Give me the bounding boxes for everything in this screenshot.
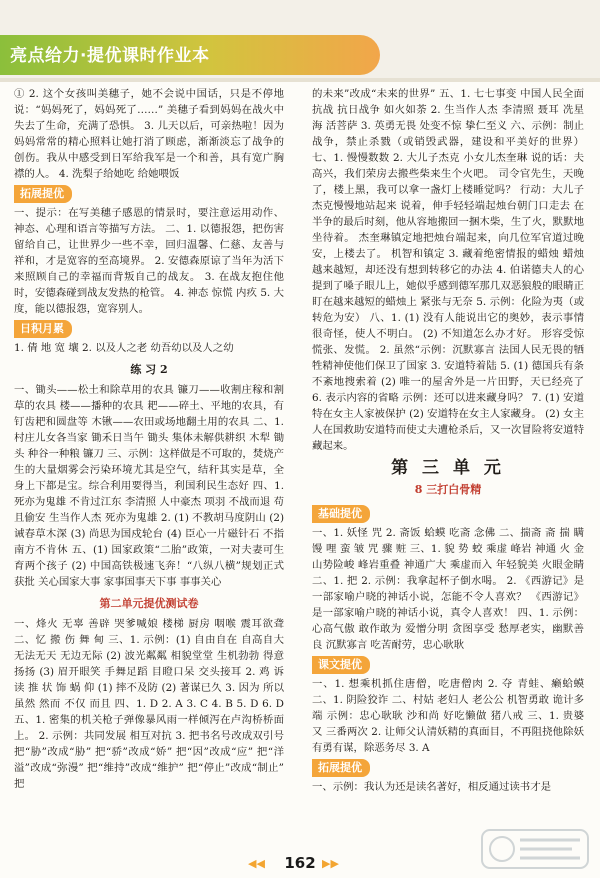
header-divider <box>0 78 600 82</box>
left-arrows-icon: ◀◀ <box>248 857 265 870</box>
unit-test-answers: 一、烽火 无辜 善辟 哭爹喊娘 楼梯 厨房 咽喉 震耳欲聋 二、忆 搬 伤 舞 甸 三、1. 示例：(1) 自由自在 自高自大 无法无天 无边无际 (2) 波光粼粼 相貌堂堂 生机勃勃 得意扬扬 (3) 眉开眼笑 手舞足蹈 目瞪口呆 交头接耳 2. 鸡 诉 读 推 状 饰 蜗 仰 (1) 摔不及防 (2) 著谋已久 3. 因为 所以 虽然 然而 不仅 而且 四、1. D 2. A 3. C 4. B 5. D 6. D 五、1. 密集的机关枪子弹像暴风雨一样倾泻在卢沟桥桥面上。 2. 示例：共同发展 相互对抗 3. 把书名号改成双引号 把“胁”改成“胁” 把“骄”改成“娇” 把“因”改成“应” 把“洋溢”改成“弥漫” 把“维持”改成“维护” 把“停止”改成“制止” 把 <box>14 618 284 790</box>
series-title: 亮点给力·提优课时作业本 <box>10 46 210 66</box>
accumulation-answers: 1. 倩 地 宽 壤 2. 以及人之老 幼吾幼以及人之幼 <box>14 342 234 354</box>
watermark-logo-icon <box>480 826 590 872</box>
lesson-title: 8 三打白骨精 <box>414 483 482 496</box>
text-answers: 一、1. 想乘机抓住唐僧，吃唐僧肉 2. 夺 青蛙、癞蛤蟆 二、1. 阴险狡诈 二、村姑 老妇人 老公公 机智勇敢 诡计多端 示例：忠心耿耿 沙和尚 好吃懒做 猪八戒 三、1. 贵婆 又 三番两次 2. 让师父认清妖精的真面目，不再阻挠他除妖 有勇有谋，除恶务尽 3. A <box>312 678 584 754</box>
extension-answers: 一、提示：在写美穗子感恩的情景时，要注意运用动作、神态、心理和语言等描写方法。 二、1. 以德报怨，把伤害留给自己，让世界少一些不幸，回归温馨、仁慈、友善与祥和，才是宽容的至高境界。 2. 安德森原谅了当年为活下来照顾自己的幸福而背叛自己的战友。 3. 在战友抱住他时，安德森碰到战友发热的枪管。 4. 神态 惊慌 内疚 5. 大度，能以德报怨，宽容别人。 <box>14 207 284 315</box>
extension-tag: 拓展提优 <box>14 185 72 203</box>
page-header <box>0 0 600 82</box>
basic-tag: 基础提优 <box>312 505 370 523</box>
exercise-answers: 一、锄头——松土和除草用的农具 镰刀——收割庄稼和割草的农具 楼——播种的农具 耙——碎土、平地的农具，有钉齿耙和圆盘等 木锹——农田或场地翻土用的农具 二、1. 村庄儿女各当家 锄禾日当午 锄头 集体未解供耕织 木犁 锄头 种谷一种粮 镰刀 三、示例：这样做是不可取的，焚烧产生的大量烟雾会污染环境尤其是空气，结秆其实是草，全身上下都是宝。综合利用要得当，利国利民生态好 四、1. 死亦为鬼雄 不肯过江东 李清照 人中豪杰 项羽 不战而退 苟且偷安 生当作人杰 死亦为鬼雄 2. (1) 不教胡马度阴山 (2) 诫春草木深 (3) 尚思为国戍轮台 (4) 臣心一片磁针石 不指南方不肯休 五、(1) 国家政策“二胎”政策，一对夫妻可生育两个孩子 (2) 中国高铁极速飞奔！“八纵八横”规划正式获批 关心国家大事 家事国事天下事 事事关心 <box>14 384 284 588</box>
unit-test-heading: 第二单元提优测试卷 <box>99 597 199 610</box>
extension-tag-right: 拓展提优 <box>312 759 370 777</box>
exercise-heading: 练 习 2 <box>130 363 168 376</box>
text-tag: 课文提优 <box>312 656 370 674</box>
page-number: 162 <box>284 854 316 872</box>
right-arrows-icon: ▶▶ <box>322 857 339 870</box>
right-column <box>312 86 584 795</box>
accumulation-tag: 日积月累 <box>14 320 72 338</box>
intro-answers: ① 2. 这个女孩叫美穗子，她不会说中国话，只是不停地说：“妈妈死了，妈妈死了……” 美穗子看到妈妈在战火中失去了生命，充满了恐惧。 3. 儿天以后，可亲热啦！因为妈妈常常的精心照料让她打消了顾虑，渐渐淡忘了战争的创伤。我从中感受到日军给我军是一个和善，具有宽广胸襟的人。 4. 洗梨子给她吃 给她喂饭 <box>14 88 284 180</box>
basic-answers: 一、1. 妖怪 咒 2. 斋饭 蛤蟆 吃斋 念佛 二、揣斋 斋 揣 瞒 馒 哩 蛮 皱 咒 骤 赃 三、1. 貌 势 蛟 乘虚 峰岩 神通 火 金 山势险峻 峰岩重叠 神通广大 乘虚而入 年轻貌美 火眼金睛 二、1. 把 2. 示例：我拿起杯子倒水喝。 2. 《西游记》是一部家喻户晓的神话小说，怎能不令人喜欢？ 《西游记》是一部家喻户晓的神话小说，真令人喜欢！ 四、1. 示例：心高气傲 敢作敢为 爱憎分明 贪图享受 愁厚老实，幽默善良 沉默寡言 吃苦耐劳，忠心耿耿 <box>312 527 584 651</box>
left-column <box>14 86 284 792</box>
extension-answers-right: 一、示例：我认为还是读名著好，相反通过读书才是 <box>312 781 551 793</box>
continued-answers: 的未来”改成“未来的世界” 五、1. 七七事变 中国人民全面抗战 抗日战争 如火如荼 2. 生当作人杰 李清照 聂耳 冼星海 活菩萨 3. 英勇无畏 处变不惊 挚仁至义 六、示例：制止战争，禁止杀戮（或销毁武器，建设和平美好的世界） 七、1. 慢慢数数 2. 大儿子杰克 小女儿杰奎琳 说的话：夫高兴，我们荣房去搬些柴来生个火吧。 司令官先生，天晚了，楼上黑，我可以拿一盏灯上楼睡觉吗？ 行动：大儿子杰克慢慢地站起来 说着，伸手轻轻端起烛台朝门口走去 在半争的最后时刻，他从容地搬回一捆木柴，生了火，默默地坐待着。 杰奎琳镇定地把烛台端起来，向几位军官道过晚安，上楼去了。 机智和镇定 3. 藏着绝密情报的蜡烛 蜡烛越来越短，却还没有想到转移它的办法 4. 伯诺德夫人的心提到了嗓子眼儿上，她似乎感到德军那几双恶狼般的眼睛正盯在越来越短的蜡烛上 紧张与无奈 5. 示例：化险为夷（或转危为安） 八、1. (1) 没有人能说出它的奥妙，表示事情很奇怪，使人不明白。 (2) 不知道怎么办才好。 形容受惊慌张、发慌。 2. 虽然“示例：沉默寡言 法国人民无畏的牺牲精神使他们保卫了国家 3. 安道特着陆 5. (1) 德国兵有条不紊地搜索着 (2) 唯一的屋舍外是一片田野，天已经亮了 6. 表示内容的省略 示例：还可以进来藏身吗？ 7. (1) 安道特在女主人家被保护 (2) 安道特在女主人家藏身。 (2) 女主人在国救助安道特而使丈夫遭枪杀后，又一次冒险将安道特藏起来。 <box>312 88 584 452</box>
unit-title: 第 三 单 元 <box>391 458 505 478</box>
